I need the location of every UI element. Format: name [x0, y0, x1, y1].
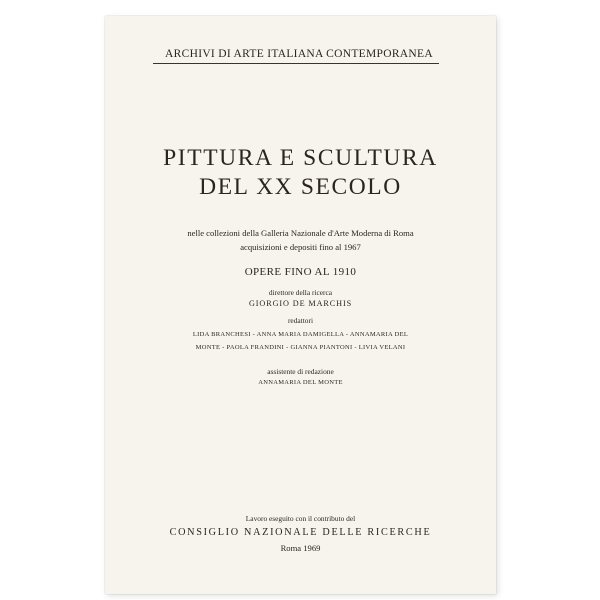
contribution-note: Lavoro eseguito con il contributo del — [245, 514, 356, 523]
place-and-year: Roma 1969 — [280, 543, 321, 553]
volume-title: OPERE FINO AL 1910 — [244, 266, 357, 278]
series-title: ARCHIVI DI ARTE ITALIANA CONTEMPORANEA — [165, 48, 433, 60]
editors-label: redattori — [287, 316, 314, 325]
editors-line-1: LIDA BRANCHESI - ANNA MARIA DAMIGELLA - ANNAMARIA DEL — [192, 331, 409, 338]
director-name: GIORGIO DE MARCHIS — [248, 299, 353, 308]
director-label: direttore della ricerca — [268, 288, 333, 297]
assistant-name: ANNAMARIA DEL MONTE — [258, 379, 343, 386]
editors-line-2: MONTE - PAOLA FRANDINI - GIANNA PIANTONI - LIVIA VELANI — [195, 344, 406, 351]
main-title-line-1: PITTURA E SCULTURA — [163, 145, 438, 171]
main-title-line-2: DEL XX SECOLO — [199, 174, 402, 200]
assistant-label: assistente di redazione — [267, 367, 334, 376]
series-underline — [153, 63, 439, 64]
subtitle-line-2: acquisizioni e depositi fino al 1967 — [240, 242, 361, 252]
subtitle-line-1: nelle collezioni della Galleria Nazionale d'Arte Moderna di Roma — [187, 228, 414, 238]
sponsor-name: CONSIGLIO NAZIONALE DELLE RICERCHE — [169, 527, 432, 538]
title-page — [105, 16, 496, 594]
